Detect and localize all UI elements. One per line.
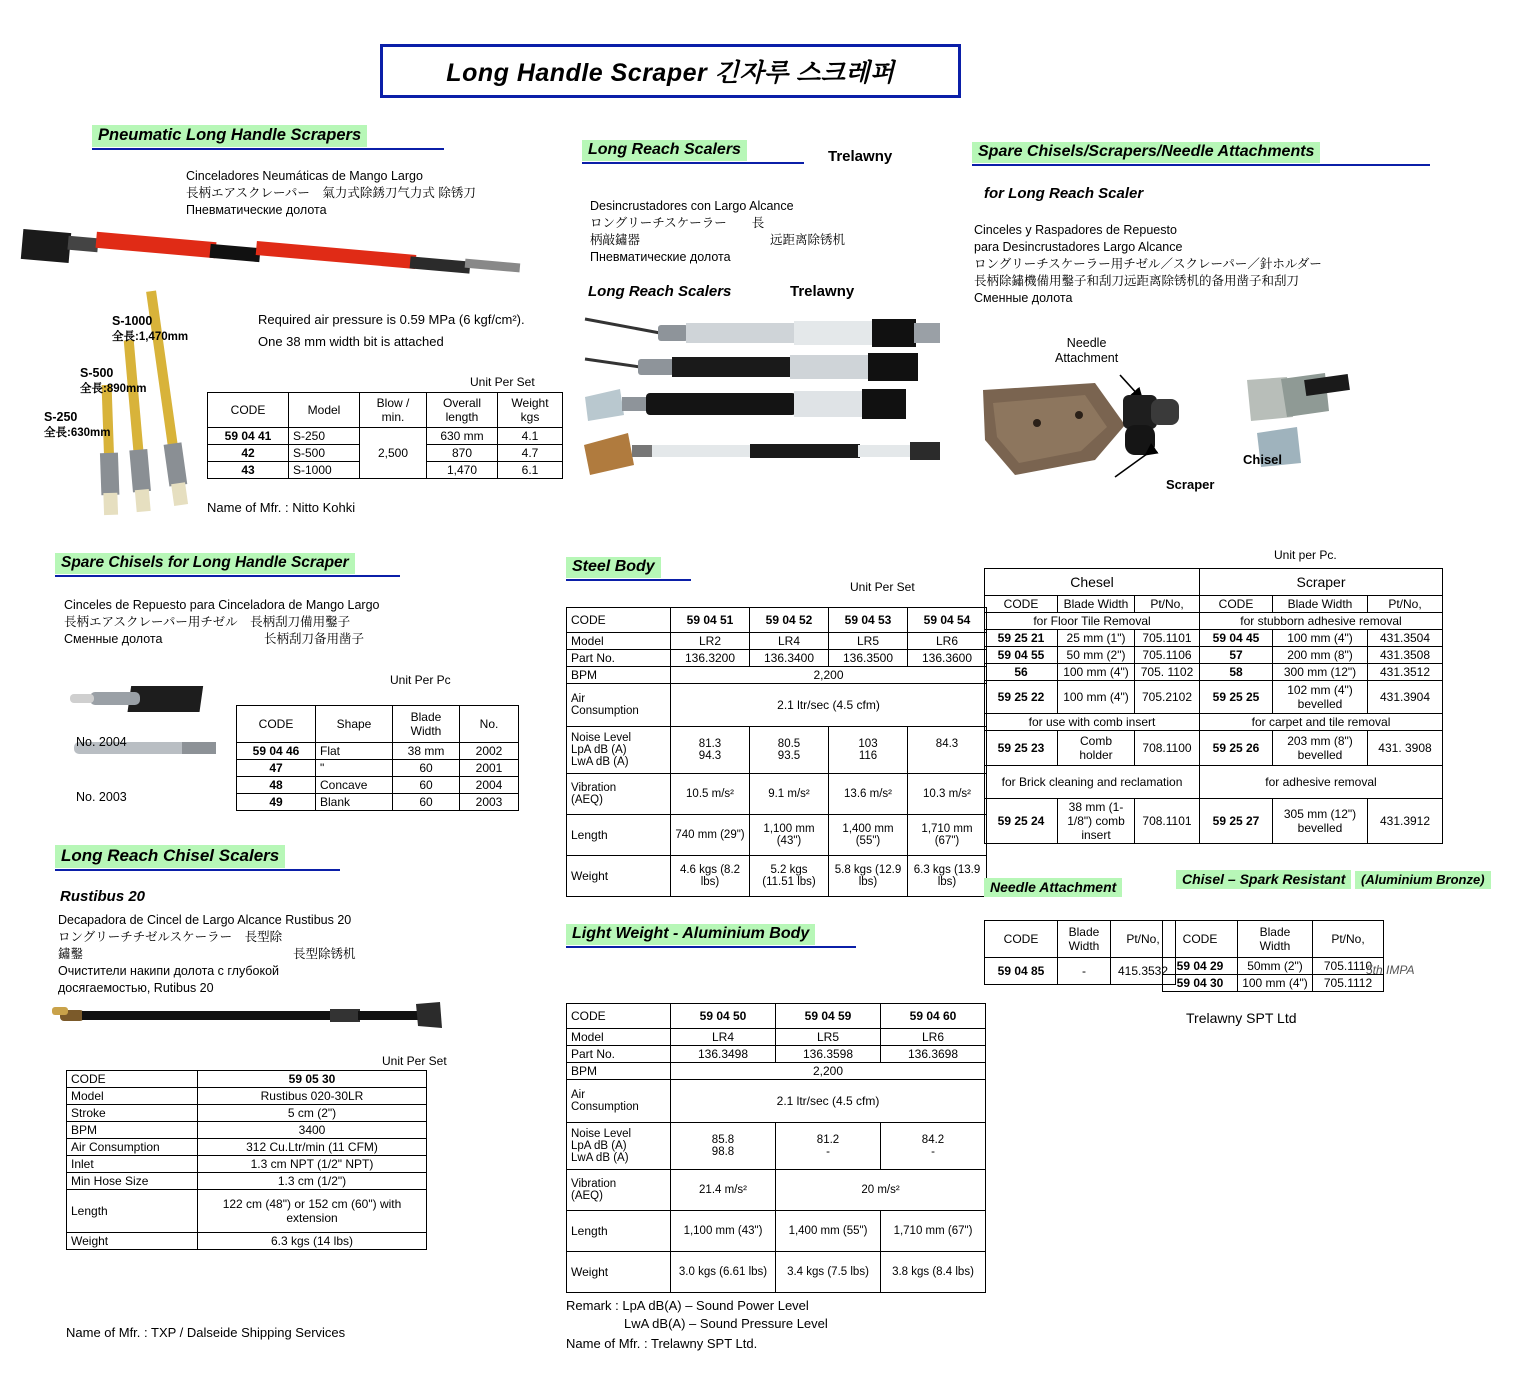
light-body-header: Light Weight - Aluminium Body: [566, 924, 815, 945]
pneumatic-unit: Unit Per Set: [470, 375, 535, 389]
long-reach-scalers-artwork: [580, 305, 960, 495]
table-row: CODE Blade Width Pt/No,: [1163, 921, 1384, 958]
impa-edition-label: 5th IMPA: [1366, 963, 1415, 977]
table-row: Vibration (AEQ) 21.4 m/s² 20 m/s²: [567, 1170, 986, 1211]
table-row: Length 122 cm (48") or 152 cm (60") with extension: [67, 1190, 427, 1233]
table-row: BPM 2,200: [567, 1063, 986, 1080]
table-row: CODE 59 04 50 59 04 59 59 04 60: [567, 1004, 986, 1029]
chisel-pic-label-2003: No. 2003: [76, 790, 127, 804]
table-row: Model Rustibus 020-30LR: [67, 1088, 427, 1105]
table-row: 43 S-1000 1,470 6.1: [208, 462, 563, 479]
label-s250: S-250 全長:630mm: [44, 410, 111, 439]
table-row: CODE Blade Width Pt/No,: [985, 921, 1176, 958]
spare-chisels-section: [55, 553, 400, 577]
scraper-callout: Scraper: [1166, 477, 1215, 492]
spark-chisel-subheader: (Aluminium Bronze): [1355, 871, 1491, 889]
page-title-box: [380, 44, 961, 98]
table-row: Min Hose Size 1.3 cm (1/2"): [67, 1173, 427, 1190]
table-row: Stroke 5 cm (2"): [67, 1105, 427, 1122]
long-reach-scalers-rule: [582, 162, 804, 164]
long-reach-chisel-subtitles: Decapadora de Cincel de Largo Alcance Rustibus 20 ロングリーチチゼルスケーラー 長型除鏽鑿 長型除锈机 Очистители накипи долота с глубокой досягаемостью, Rutibus 20: [58, 913, 356, 995]
table-row: 59 25 21 25 mm (1") 705.1101 59 04 45 100 mm (4") 431.3504: [985, 630, 1443, 647]
table-row: 49 Blank 60 2003: [237, 794, 519, 811]
label-s500: S-500 全長:890mm: [80, 366, 147, 395]
table-row: Air Consumption 2.1 ltr/sec (4.5 cfm): [567, 684, 987, 727]
table-row: Length 740 mm (29") 1,100 mm (43") 1,400 mm (55") 1,710 mm (67"): [567, 815, 987, 856]
table-row: BPM 2,200: [567, 667, 987, 684]
light-body-table: [566, 1003, 986, 1293]
table-row: Model LR2 LR4 LR5 LR6: [567, 633, 987, 650]
table-row: Air Consumption 312 Cu.Ltr/min (11 CFM): [67, 1139, 427, 1156]
long-reach-chisel-section: [55, 845, 340, 871]
long-reach-chisel-header: Long Reach Chisel Scalers: [55, 845, 285, 868]
pneumatic-note-1: Required air pressure is 0.59 MPa (6 kgf/cm²).: [258, 312, 525, 327]
table-row: Air Consumption 2.1 ltr/sec (4.5 cfm): [567, 1080, 986, 1123]
table-row: 59 25 22 100 mm (4") 705.2102 59 25 25 102 mm (4") bevelled 431.3904: [985, 681, 1443, 714]
table-row: for use with comb insert for carpet and tile removal: [985, 714, 1443, 731]
steel-body-rule: [566, 579, 691, 581]
spare-attach-subtitles: Cinceles y Raspadores de Repuesto para Desincrustadores Largo Alcance ロングリーチスケーラー用チゼル／スクレーパー／針ホルダー 長柄除鏽機備用鑿子和刮刀远距离除锈机的备用凿子和刮刀 Сменные долота: [974, 223, 1322, 305]
long-reach-scalers-header: Long Reach Scalers: [582, 140, 747, 161]
light-body-section: [566, 924, 856, 948]
pneumatic-section: [92, 125, 452, 150]
table-row: 59 04 55 50 mm (2") 705.1106 57 200 mm (8") 431.3508: [985, 647, 1443, 664]
pneumatic-note-2: One 38 mm width bit is attached: [258, 334, 444, 349]
table-row: CODE 59 04 51 59 04 52 59 04 53 59 04 54: [567, 608, 987, 633]
chisel-callout: Chisel: [1243, 452, 1283, 467]
table-row: 48 Concave 60 2004: [237, 777, 519, 794]
table-row: 59 04 41 S-250 2,500 630 mm 4.1: [208, 428, 563, 445]
spare-attach-section: [972, 142, 1430, 166]
table-row: 42 S-500 870 4.7: [208, 445, 563, 462]
needle-attachment-header: Needle Attachment: [984, 878, 1122, 897]
spark-chisel-mfr: Trelawny SPT Ltd: [1186, 1010, 1297, 1026]
spare-chisels-subtitles: Cinceles de Repuesto para Cinceladora de Mango Largo 長柄エアスクレーパー用チゼル 長柄刮刀備用鑿子 Сменные долота 长柄刮刀备用凿子: [64, 598, 380, 646]
table-row: Weight 6.3 kgs (14 lbs): [67, 1233, 427, 1250]
long-reach-scalers-caption-brand: Trelawny: [790, 283, 855, 300]
needle-attachment-callout: Needle Attachment: [1055, 336, 1119, 365]
spare-attach-header: Spare Chisels/Scrapers/Needle Attachments: [972, 142, 1320, 163]
table-row: 59 04 46 Flat 38 mm 2002: [237, 743, 519, 760]
long-reach-chisel-rule: [55, 869, 340, 871]
table-row: Weight 4.6 kgs (8.2 lbs) 5.2 kgs (11.51 lbs) 5.8 kgs (12.9 lbs) 6.3 kgs (13.9 lbs): [567, 856, 987, 897]
chisel-pic-label-2004: No. 2004: [76, 735, 127, 749]
table-row: Weight 3.0 kgs (6.61 lbs) 3.4 kgs (7.5 lbs) 3.8 kgs (8.4 lbs): [567, 1252, 986, 1293]
table-row: Noise Level LpA dB (A) LwA dB (A) 85.8 98.8 81.2 - 84.2 -: [567, 1123, 986, 1170]
light-body-rule: [566, 946, 856, 948]
table-row: 59 04 85 - 415.3532: [985, 958, 1176, 985]
table-row: 59 25 23 Comb holder 708.1100 59 25 26 203 mm (8") bevelled 431. 3908: [985, 731, 1443, 766]
rustibus-model: Rustibus 20: [60, 888, 146, 905]
steel-body-unit: Unit Per Set: [850, 580, 915, 594]
table-row: 47 " 60 2001: [237, 760, 519, 777]
table-row: 59 25 24 38 mm (1-1/8") comb insert 708.1101 59 25 27 305 mm (12") bevelled 431.3912: [985, 799, 1443, 844]
long-reach-scalers-section: [582, 140, 804, 164]
table-row: for Floor Tile Removal for stubborn adhesive removal: [985, 613, 1443, 630]
steel-body-section: [566, 557, 691, 581]
rustibus-mfr: Name of Mfr. : TXP / Dalseide Shipping Services: [66, 1325, 346, 1340]
steel-body-table: [566, 607, 987, 897]
spare-attach-table: [984, 568, 1443, 844]
table-row: BPM 3400: [67, 1122, 427, 1139]
light-body-mfr: Name of Mfr. : Trelawny SPT Ltd.: [566, 1336, 758, 1351]
rustibus-unit: Unit Per Set: [382, 1054, 447, 1068]
pneumatic-scraper-artwork: [10, 215, 540, 285]
table-row: Part No. 136.3200 136.3400 136.3500 136.3600: [567, 650, 987, 667]
spare-attach-subheader: for Long Reach Scaler: [984, 185, 1144, 202]
spare-chisels-unit: Unit Per Pc: [390, 673, 451, 687]
rustibus-table: [66, 1070, 427, 1250]
spare-chisels-rule: [55, 575, 400, 577]
light-body-remark-1: Remark : LpA dB(A) – Sound Power Level: [566, 1298, 809, 1313]
spare-attach-unit: Unit per Pc.: [1274, 548, 1337, 562]
table-row: Noise Level LpA dB (A) LwA dB (A) 81.3 94.3 80.5 93.5 103 116 84.3: [567, 727, 987, 774]
spark-chisel-header: Chisel – Spark Resistant: [1176, 870, 1351, 889]
spark-chisel-section: [1176, 870, 1491, 889]
table-row: CODE Blade Width Pt/No, CODE Blade Width Pt/No,: [985, 596, 1443, 613]
table-row: Vibration (AEQ) 10.5 m/s² 9.1 m/s² 13.6 m/s² 10.3 m/s²: [567, 774, 987, 815]
table-row: Inlet 1.3 cm NPT (1/2" NPT): [67, 1156, 427, 1173]
table-row: Chesel Scraper: [985, 569, 1443, 596]
spare-chisels-table: CODE Shape Blade Width No. 59 04 46 Flat 38 mm 2002 47 " 60 2001 48 Concave 60 2004 49 Blank 60 2003: [236, 705, 519, 811]
pneumatic-subtitles: Cinceladores Neumáticas de Mango Largo 長柄エアスクレーパー 氣力式除銹刀气力式 除锈刀 Пневматические долота: [186, 169, 476, 217]
table-row: CODE 59 05 30: [67, 1071, 427, 1088]
rustibus-artwork: [40, 990, 460, 1050]
long-reach-scalers-subtitles: Desincrustadores con Largo Alcance ロングリーチスケーラー 長柄敲鏽器 远距离除锈机 Пневматические долота: [590, 199, 846, 264]
table-row: 59 04 29 50mm (2") 705.1110: [1163, 958, 1384, 975]
table-row: 59 04 30 100 mm (4") 705.1112: [1163, 975, 1384, 992]
pneumatic-mfr: Name of Mfr. : Nitto Kohki: [207, 500, 356, 515]
steel-body-header: Steel Body: [566, 557, 661, 578]
long-reach-scalers-caption: Long Reach Scalers: [588, 283, 732, 300]
table-row: Length 1,100 mm (43") 1,400 mm (55") 1,710 mm (67"): [567, 1211, 986, 1252]
light-body-remark-2: LwA dB(A) – Sound Pressure Level: [624, 1316, 828, 1331]
needle-attachment-table: [984, 920, 1176, 985]
table-row: 56 100 mm (4") 705. 1102 58 300 mm (12") 431.3512: [985, 664, 1443, 681]
pneumatic-table: CODE Model Blow / min. Overall length Weight kgs 59 04 41 S-250 2,500 630 mm 4.1 42 S-500 870 4.7 43 S-1000 1,470 6.1: [207, 392, 563, 479]
spare-chisels-header: Spare Chisels for Long Handle Scraper: [55, 553, 355, 574]
table-row: for Brick cleaning and reclamation for adhesive removal: [985, 766, 1443, 799]
table-row: Part No. 136.3498 136.3598 136.3698: [567, 1046, 986, 1063]
table-row: Model LR4 LR5 LR6: [567, 1029, 986, 1046]
label-s1000: S-1000 全長:1,470mm: [112, 314, 189, 343]
pneumatic-header: Pneumatic Long Handle Scrapers: [92, 125, 367, 147]
spare-attach-rule: [972, 164, 1430, 166]
needle-attachment-section: [984, 878, 1122, 897]
page-title: Long Handle Scraper 긴자루 스크레퍼: [446, 59, 895, 87]
spark-chisel-table: [1162, 920, 1384, 992]
pneumatic-header-rule: [92, 148, 444, 150]
long-reach-scalers-brand: Trelawny: [828, 148, 893, 165]
